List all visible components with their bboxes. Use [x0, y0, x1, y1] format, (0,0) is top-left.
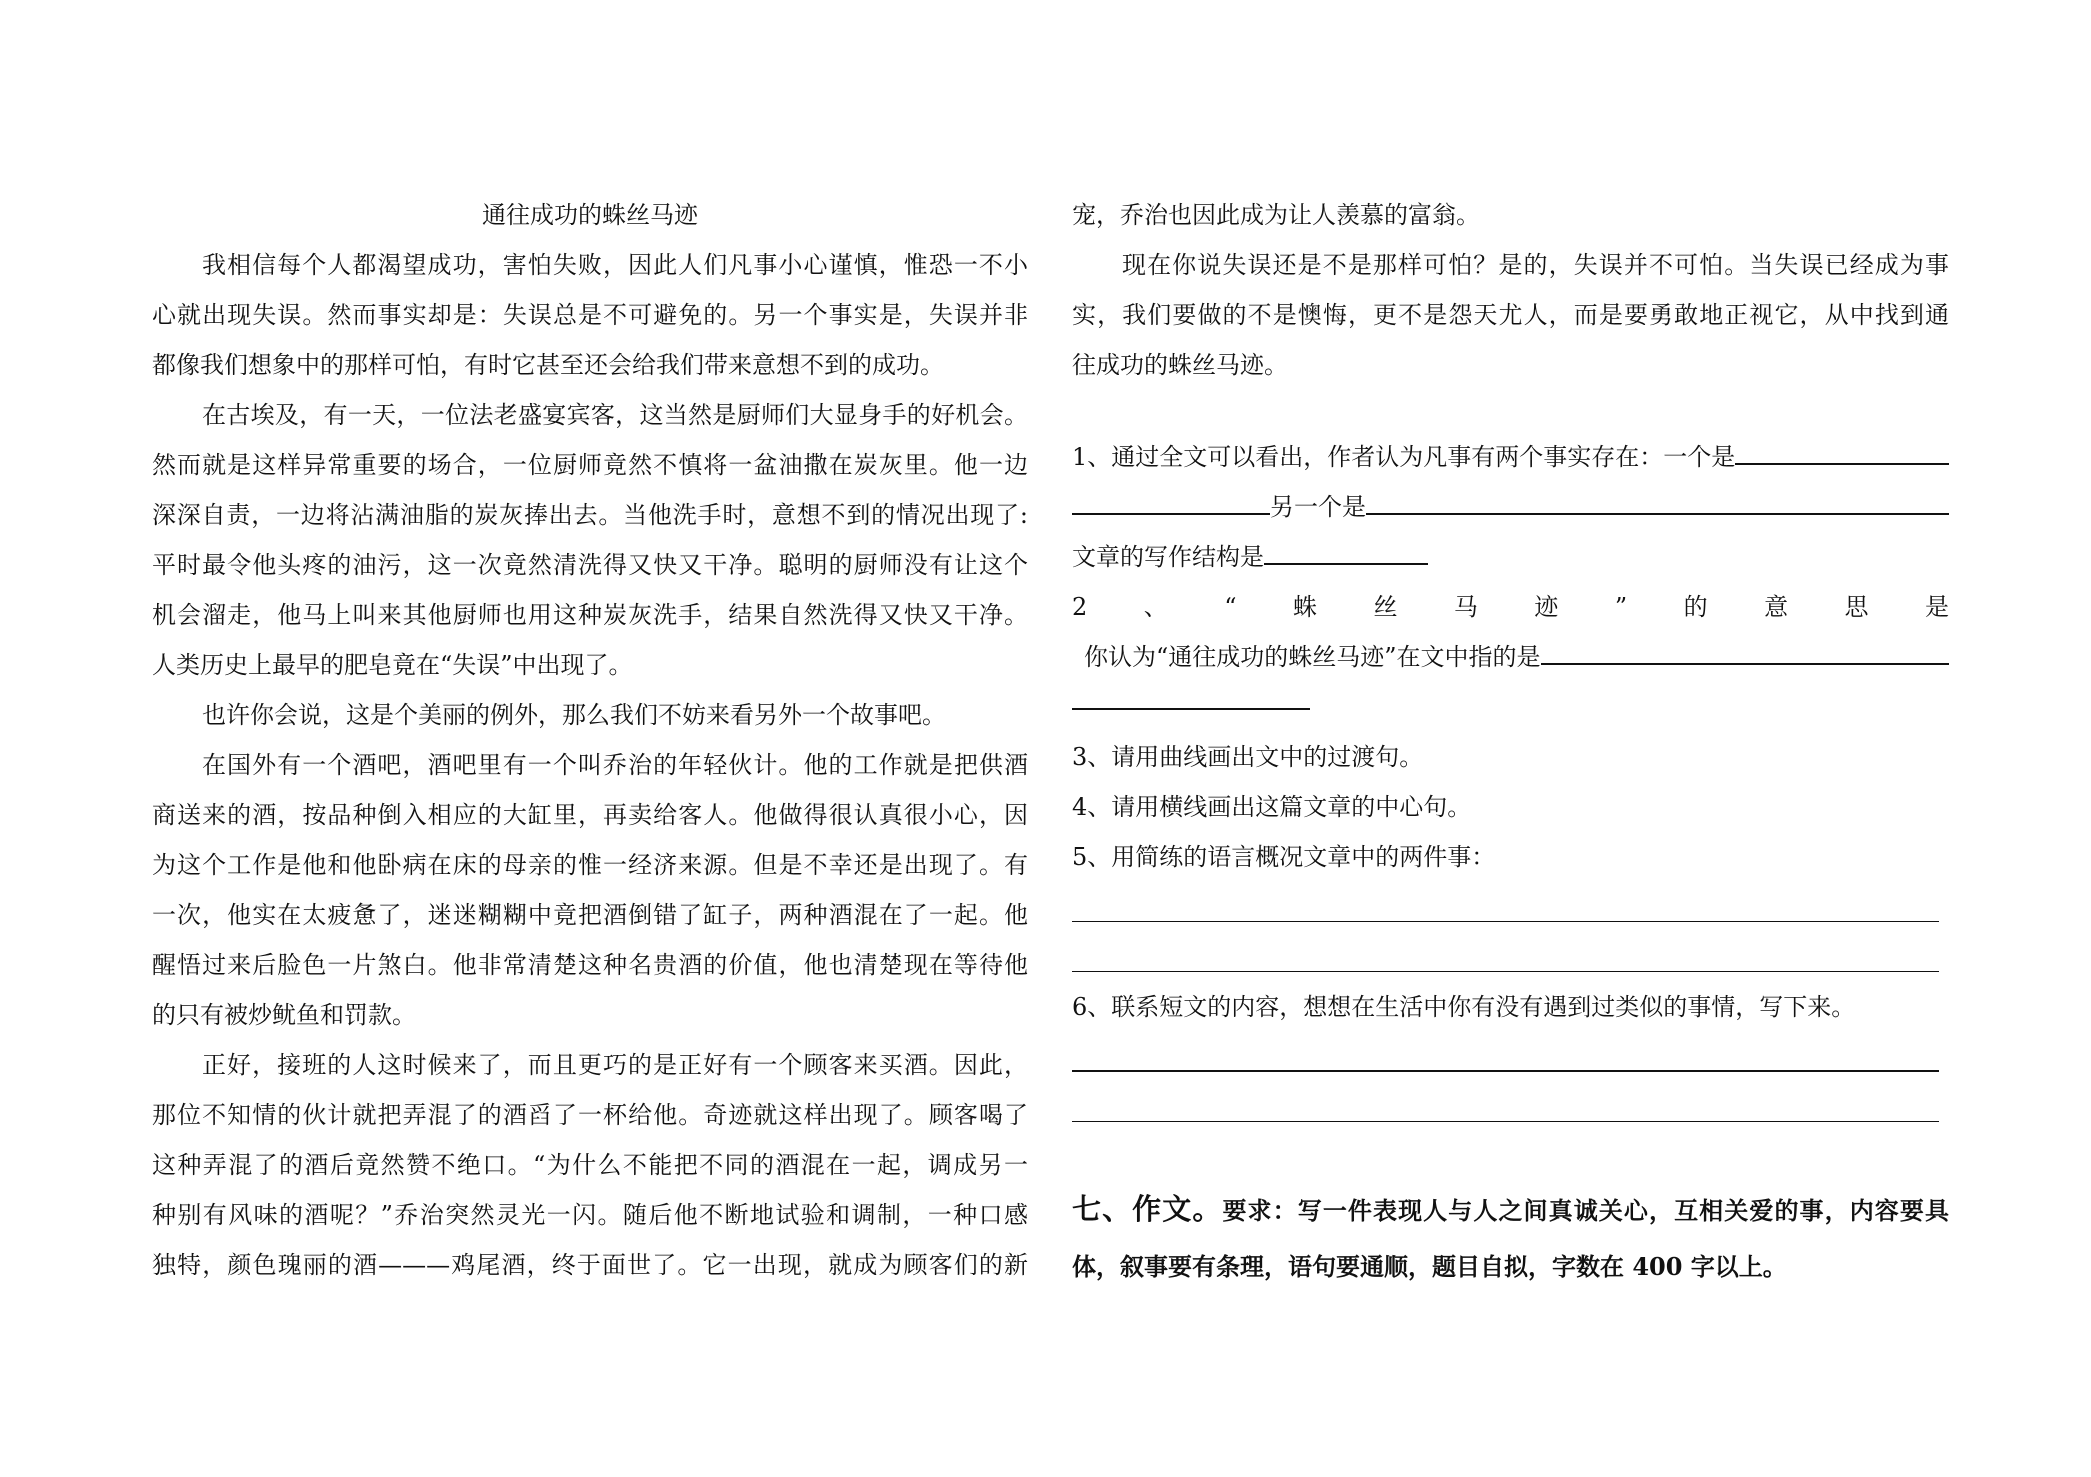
answer-blank[interactable]: [1366, 487, 1949, 515]
question-5: 5、用简练的语言概况文章中的两件事：: [1072, 843, 1496, 871]
article-line: 的只有被炒鱿鱼和罚款。: [152, 1001, 416, 1029]
article-line: 独特，颜色瑰丽的酒———鸡尾酒，终于面世了。它一出现，就成为顾客们的新: [152, 1251, 1028, 1279]
article-line: 也许你会说，这是个美丽的例外，那么我们不妨来看另外一个故事吧。: [202, 701, 946, 729]
q2-char: 、: [1143, 593, 1168, 621]
question-1-other-label: 另一个是: [1270, 493, 1366, 521]
essay-requirement-1: 要求：写一件表现人与人之间真诚关心，互相关爱的事，内容要具: [1222, 1196, 1949, 1225]
q2-char: 意: [1764, 593, 1789, 621]
question-2-line-2: [1072, 632, 1949, 682]
article-line: 然而就是这样异常重要的场合，一位厨师竟然不慎将一盆油撒在炭灰里。他一边: [152, 451, 1028, 479]
answer-line[interactable]: [1072, 882, 1939, 932]
article-column: [152, 190, 1028, 1290]
answer-blank[interactable]: [1072, 682, 1310, 710]
q2-char: 2: [1072, 593, 1088, 621]
article-line: 都像我们想象中的那样可怕，有时它甚至还会给我们带来意想不到的成功。: [152, 351, 944, 379]
article-line: 种别有风味的酒呢？”乔治突然灵光一闪。随后他不断地试验和调制，一种口感: [152, 1201, 1028, 1229]
q2-char: 丝: [1373, 593, 1398, 621]
question-2-text: 你认为“通往成功的蛛丝马迹”在文中指的是: [1084, 643, 1541, 671]
question-3: 3、请用曲线画出文中的过渡句。: [1072, 743, 1424, 771]
article-line: 这种弄混了的酒后竟然赞不绝口。“为什么不能把不同的酒混在一起，调成另一: [152, 1151, 1028, 1179]
spacer: [1072, 390, 1949, 432]
article-line: 那位不知情的伙计就把弄混了的酒舀了一杯给他。奇迹就这样出现了。顾客喝了: [152, 1101, 1028, 1129]
answer-blank[interactable]: [1735, 437, 1949, 465]
article-line: 人类历史上最早的肥皂竟在“失误”中出现了。: [152, 651, 633, 679]
q2-char: “: [1224, 593, 1237, 621]
answer-line[interactable]: [1072, 1032, 1939, 1082]
q2-char: 迹: [1534, 593, 1559, 621]
answer-blank[interactable]: [1541, 637, 1949, 665]
article-line: 一次，他实在太疲惫了，迷迷糊糊中竟把酒倒错了缸子，两种酒混在了一起。他: [152, 901, 1028, 929]
essay-requirement-2: 体，叙事要有条理，语句要通顺，题目自拟，字数在 400 字以上。: [1072, 1252, 1787, 1281]
q2-char: 蛛: [1292, 593, 1317, 621]
article-line: 为这个工作是他和他卧病在床的母亲的惟一经济来源。但是不幸还是出现了。有: [152, 851, 1028, 879]
answer-line[interactable]: [1072, 932, 1939, 982]
q2-char: 是: [1925, 593, 1949, 621]
article-line: 我相信每个人都渴望成功，害怕失败，因此人们凡事小心谨慎，惟恐一不小: [202, 251, 1028, 279]
article-line: 宠，乔治也因此成为让人羡慕的富翁。: [1072, 201, 1480, 229]
article-line: 醒悟过来后脸色一片煞白。他非常清楚这种名贵酒的价值，他也清楚现在等待他: [152, 951, 1028, 979]
question-1: [1072, 432, 1949, 482]
article-line: 平时最令他头疼的油污，这一次竟然清洗得又快又干净。聪明的厨师没有让这个: [152, 551, 1028, 579]
answer-blank[interactable]: [1264, 537, 1428, 565]
question-1-structure-label: 文章的写作结构是: [1072, 543, 1264, 571]
answer-line[interactable]: [1072, 1082, 1939, 1132]
article-line: 现在你说失误还是不是那样可怕？是的，失误并不可怕。当失误已经成为事: [1122, 251, 1949, 279]
article-line: 商送来的酒，按品种倒入相应的大缸里，再卖给客人。他做得很认真很小心，因: [152, 801, 1028, 829]
article-line: 实，我们要做的不是懊悔，更不是怨天尤人，而是要勇敢地正视它，从中找到通: [1072, 301, 1949, 329]
article-line: 正好，接班的人这时候来了，而且更巧的是正好有一个顾客来买酒。因此，: [202, 1051, 1028, 1079]
essay-heading: 七、作文。: [1072, 1192, 1223, 1226]
article-line: 在国外有一个酒吧，酒吧里有一个叫乔治的年轻伙计。他的工作就是把供酒: [202, 751, 1028, 779]
article-title: 通往成功的蛛丝马迹: [482, 201, 698, 229]
question-4: 4、请用横线画出这篇文章的中心句。: [1072, 793, 1472, 821]
question-2-line-3: [1072, 682, 1949, 732]
article-line: 在古埃及，有一天，一位法老盛宴宾客，这当然是厨师们大显身手的好机会。: [202, 401, 1028, 429]
questions-column: [1072, 190, 1949, 1296]
question-1-line-3: [1072, 532, 1949, 582]
spacer: [1072, 1132, 1949, 1180]
article-line: 往成功的蛛丝马迹。: [1072, 351, 1288, 379]
question-1-text: 1、通过全文可以看出，作者认为凡事有两个事实存在：一个是: [1072, 443, 1736, 471]
q2-char: 马: [1453, 593, 1478, 621]
question-2: [1072, 582, 1949, 632]
article-line: 心就出现失误。然而事实却是：失误总是不可避免的。另一个事实是，失误并非: [152, 301, 1028, 329]
article-line: 深深自责，一边将沾满油脂的炭灰捧出去。当他洗手时，意想不到的情况出现了:: [152, 501, 1028, 529]
q2-char: 的: [1683, 593, 1708, 621]
article-line: 机会溜走，他马上叫来其他厨师也用这种炭灰洗手，结果自然洗得又快又干净。: [152, 601, 1028, 629]
q2-char: ”: [1614, 593, 1628, 621]
q2-char: 思: [1844, 593, 1869, 621]
question-1-line-2: [1072, 482, 1949, 532]
essay-prompt-line-1: [1072, 1180, 1949, 1238]
question-6: 6、联系短文的内容，想想在生活中你有没有遇到过类似的事情，写下来。: [1072, 993, 1856, 1021]
answer-blank[interactable]: [1072, 487, 1270, 515]
